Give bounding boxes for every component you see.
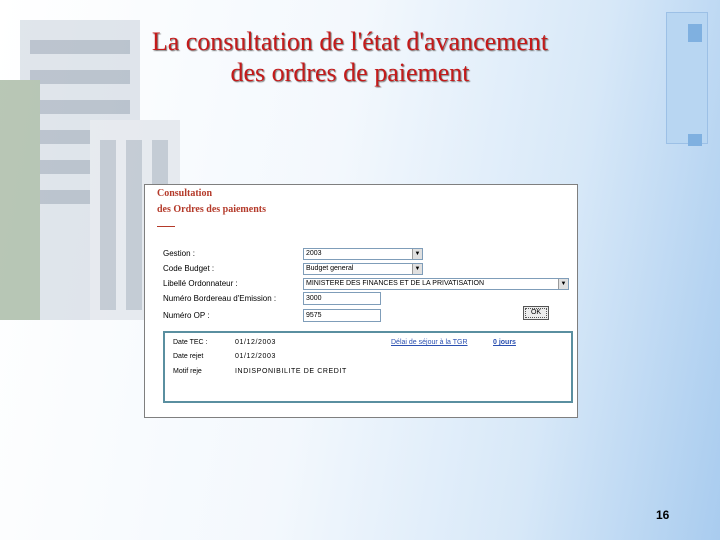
gestion-label: Gestion : — [163, 249, 196, 258]
bordereau-input[interactable]: 3000 — [303, 292, 381, 305]
slide-title-line2: des ordres de paiement — [230, 58, 470, 87]
gestion-select[interactable] — [303, 248, 423, 260]
bordereau-label: Numéro Bordereau d'Emission : — [163, 294, 277, 303]
delai-sejour-value[interactable]: 0 jours — [493, 339, 516, 346]
result-panel — [163, 331, 573, 403]
motif-rejet-value: INDISPONIBILITE DE CREDIT — [235, 368, 347, 375]
form-heading: Consultation — [157, 188, 213, 199]
page-number: 16 — [656, 508, 670, 522]
gestion-value: 2003 — [306, 250, 322, 257]
heading-underline — [157, 226, 175, 227]
ordonnateur-value: MINISTERE DES FINANCES ET DE LA PRIVATISATION — [306, 280, 485, 287]
code-budget-label: Code Budget : — [163, 264, 215, 273]
numero-op-label: Numéro OP : — [163, 311, 210, 320]
code-budget-select[interactable] — [303, 263, 423, 275]
ordonnateur-label: Libellé Ordonnateur : — [163, 279, 238, 288]
motif-rejet-label: Motif reje — [173, 368, 202, 375]
ordonnateur-select[interactable] — [303, 278, 569, 290]
slide-title-line1: La consultation de l'état d'avancement — [151, 27, 549, 56]
date-rejet-value: 01/12/2003 — [235, 353, 277, 360]
form-subheading: des Ordres des paiements — [157, 204, 266, 215]
delai-sejour-link[interactable]: Délai de séjour à la TGR — [391, 339, 468, 346]
numero-op-input[interactable]: 9575 — [303, 309, 381, 322]
ok-button[interactable]: OK — [523, 306, 549, 320]
chevron-down-icon[interactable]: ▼ — [558, 279, 568, 289]
date-tec-label: Date TEC : — [173, 339, 208, 346]
date-rejet-label: Date rejet — [173, 353, 204, 360]
code-budget-value: Budget general — [306, 265, 354, 272]
app-screenshot — [144, 184, 578, 418]
slide-title — [0, 26, 700, 88]
decorative-square-small — [688, 134, 702, 146]
chevron-down-icon[interactable]: ▼ — [412, 249, 422, 259]
chevron-down-icon[interactable]: ▼ — [412, 264, 422, 274]
date-tec-value: 01/12/2003 — [235, 339, 277, 346]
